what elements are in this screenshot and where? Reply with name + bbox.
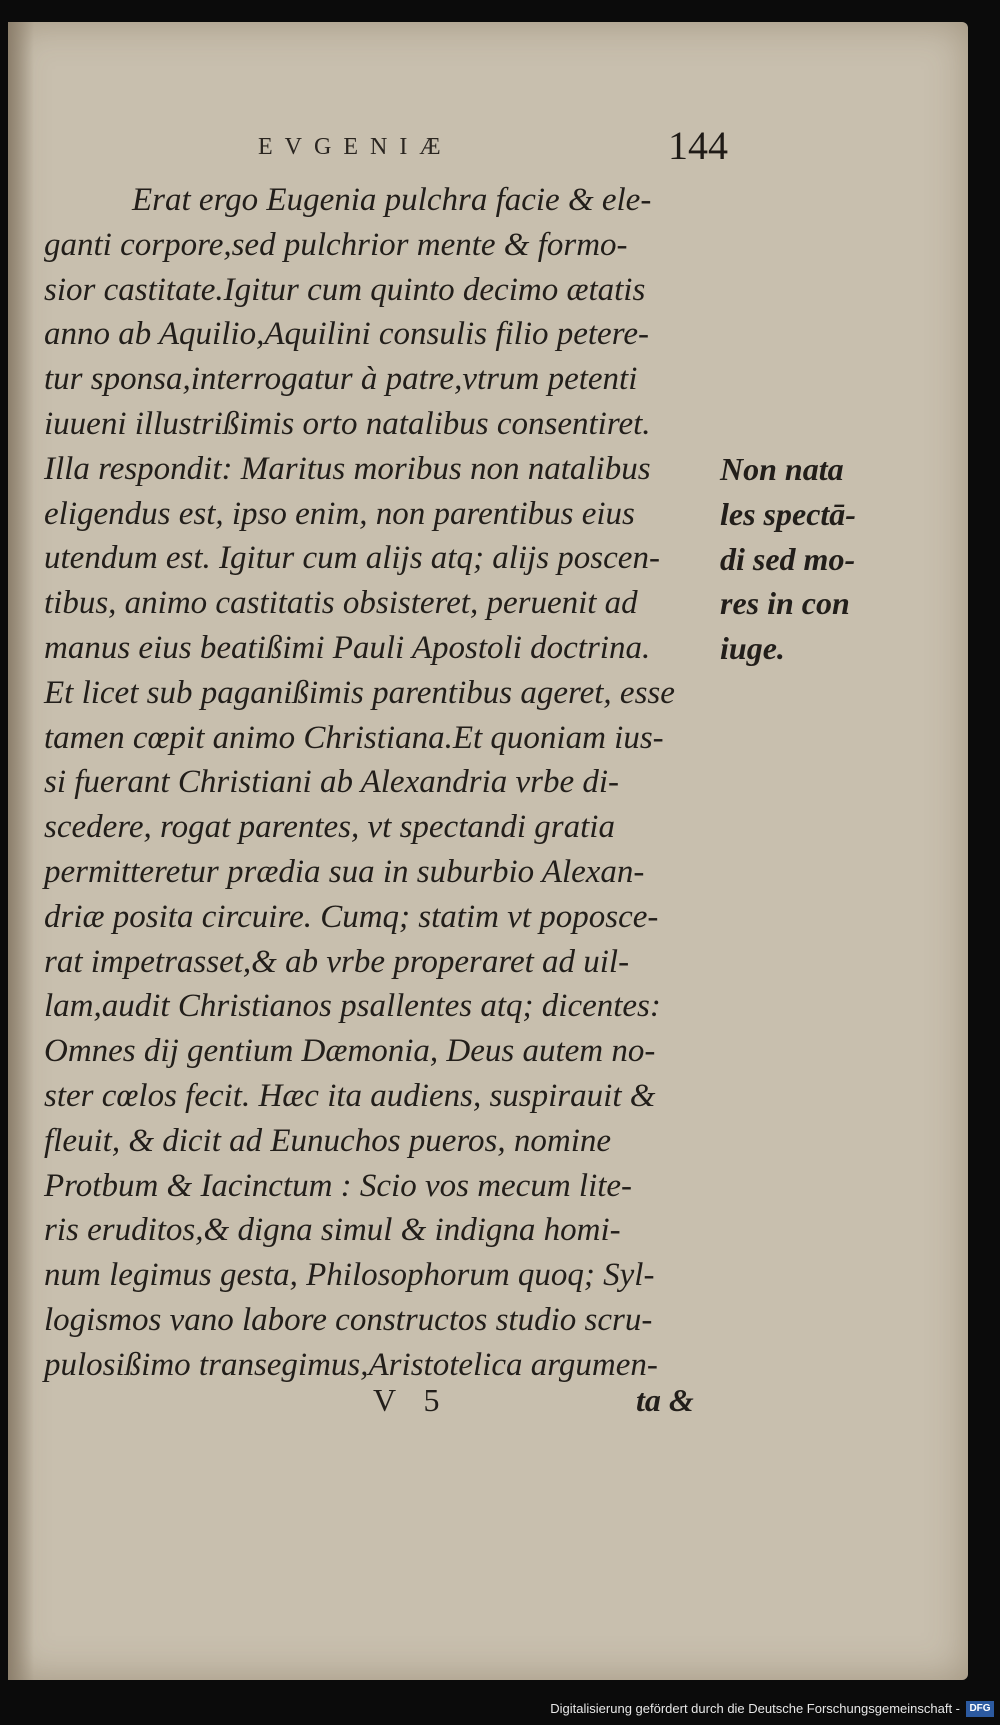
text-line: utendum est. Igitur cum alijs atq; alijs poscen- [44, 540, 660, 577]
running-head-title: EVGENIÆ [258, 134, 453, 160]
text-line: Et licet sub paganißimis parentibus ageret, esse [44, 674, 675, 711]
marginal-note-line: Non nata [720, 451, 844, 487]
marginal-note [720, 447, 880, 671]
dfg-logo: DFG [966, 1701, 994, 1717]
text-line: Protbum & Iacinctum : Scio vos mecum lite- [44, 1167, 633, 1204]
text-line: sior castitate.Igitur cum quinto decimo ætatis [44, 271, 646, 308]
marginal-note-line: res in con [720, 585, 850, 622]
text-line: tur sponsa,interrogatur à patre,vtrum petenti [44, 361, 638, 398]
running-head [48, 122, 728, 166]
text-line: anno ab Aquilio,Aquilini consulis filio petere- [44, 316, 649, 353]
text-line: logismos vano labore constructos studio scru- [44, 1301, 653, 1338]
text-line: rat impetrasset,& ab vrbe properaret ad uil- [44, 943, 630, 980]
text-line: num legimus gesta, Philosophorum quoq; Syl- [44, 1257, 655, 1294]
text-line: Illa respondit: Maritus moribus non natalibus [44, 450, 651, 487]
marginal-note-line: iuge. [720, 630, 785, 667]
text-line: Erat ergo Eugenia pulchra facie & ele- [132, 182, 652, 218]
book-page [8, 22, 968, 1680]
text-line: pulosißimo transegimus,Aristotelica argumen- [44, 1346, 658, 1383]
text-line: tibus, animo castitatis obsisteret, peruenit ad [44, 585, 638, 622]
text-line: scedere, rogat parentes, vt spectandi gratia [44, 809, 615, 846]
marginal-note-line: di sed mo- [720, 540, 856, 577]
text-line: ganti corpore,sed pulchrior mente & formo- [44, 226, 628, 263]
text-line: eligendus est, ipso enim, non parentibus eius [44, 495, 635, 532]
text-line: permitteretur prædia sua in suburbio Alexan- [44, 853, 645, 890]
page-number: 144 [668, 123, 728, 168]
text-line: manus eius beatißimi Pauli Apostoli doctrina. [44, 629, 651, 666]
marginal-note-line: les spectā- [720, 495, 856, 532]
body-text [44, 178, 724, 1388]
text-line: iuueni illustrißimis orto natalibus consentiret. [44, 405, 651, 442]
text-line: ris eruditos,& digna simul & indigna homi- [44, 1212, 621, 1249]
catchword: ta & [636, 1382, 694, 1418]
text-line: tamen cœpit animo Christiana.Et quoniam ius- [44, 719, 664, 756]
footer-bar [0, 1695, 1000, 1725]
text-line: Omnes dij gentium Dæmonia, Deus autem no- [44, 1033, 656, 1070]
text-line: si fuerant Christiani ab Alexandria vrbe di- [44, 764, 620, 801]
text-line: driæ posita circuire. Cumq; statim vt poposce- [44, 898, 659, 935]
signature-mark: V 5 [373, 1382, 450, 1418]
funding-credit: Digitalisierung gefördert durch die Deutsche Forschungsgemeinschaft - [550, 1701, 960, 1716]
text-line: fleuit, & dicit ad Eunuchos pueros, nomine [44, 1122, 612, 1159]
text-line: ster cœlos fecit. Hæc ita audiens, suspirauit & [44, 1077, 656, 1114]
text-line: lam,audit Christianos psallentes atq; dicentes: [44, 988, 661, 1025]
